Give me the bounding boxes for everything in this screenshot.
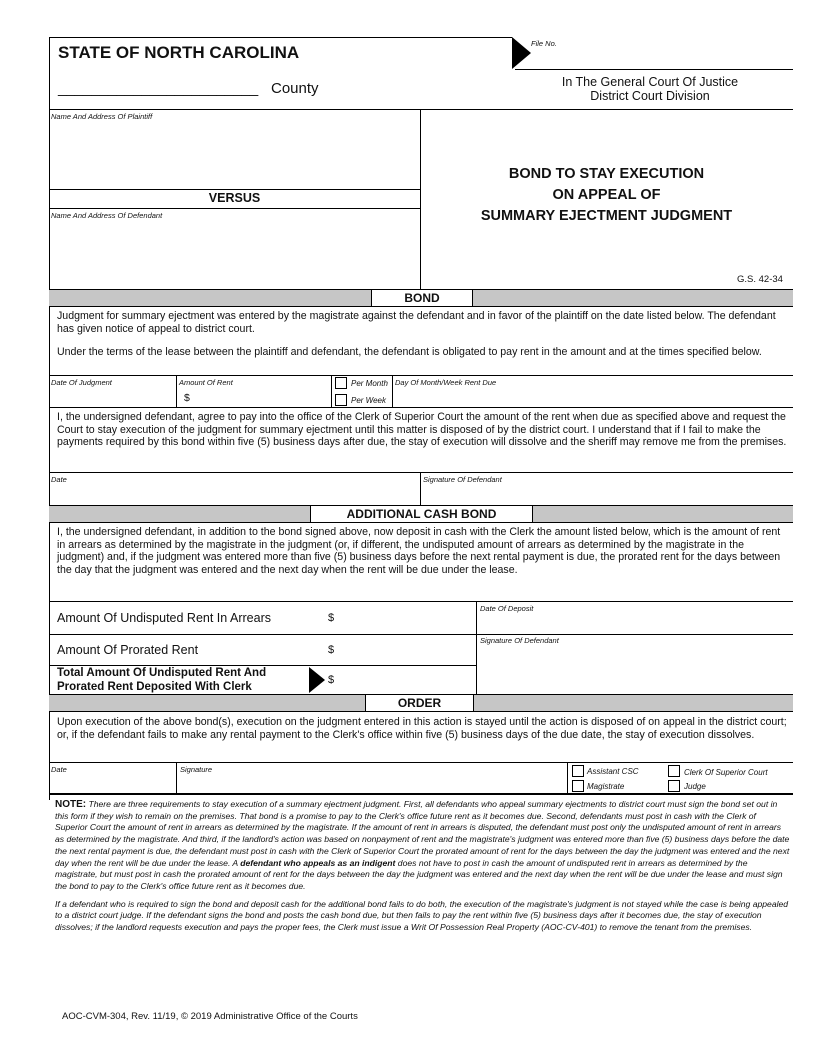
note-indigent-bold: defendant who appeals as an indigent xyxy=(240,857,396,868)
date-of-deposit-field[interactable] xyxy=(480,614,790,632)
per-week-label: Per Week xyxy=(351,396,386,405)
title-line-1: BOND TO STAY EXECUTION xyxy=(508,166,705,182)
title-line-3: SUMMARY EJECTMENT JUDGMENT xyxy=(480,208,733,224)
bond-date-label: Date xyxy=(51,475,67,484)
title-line-2: ON APPEAL OF xyxy=(552,187,661,203)
order-section-bar xyxy=(49,694,793,712)
rent-col-3 xyxy=(392,375,393,407)
bond-signature-field[interactable] xyxy=(423,485,791,503)
assistant-csc-checkbox[interactable] xyxy=(572,765,584,777)
court-line-1: In The General Court Of Justice xyxy=(561,75,739,89)
file-no-arrow-icon xyxy=(512,37,531,69)
cash-signature-label: Signature Of Defendant xyxy=(480,636,559,645)
bond-paragraph-2: Under the terms of the lease between the plaintiff and defendant, the defendant is obligated to pay rent in the amount and at the times specified below. xyxy=(57,346,762,358)
undisputed-dollar: $ xyxy=(328,612,335,624)
magistrate-checkbox[interactable] xyxy=(572,780,584,792)
per-month-label: Per Month xyxy=(351,379,388,388)
order-heading: ORDER xyxy=(365,695,474,711)
amount-of-rent-label: Amount Of Rent xyxy=(179,378,233,387)
bond-sig-row-top xyxy=(49,472,793,473)
cash-rows-top xyxy=(49,601,793,602)
undisputed-rent-field[interactable] xyxy=(340,605,473,631)
defendant-label: Name And Address Of Defendant xyxy=(51,211,163,220)
rent-col-2 xyxy=(331,375,332,407)
order-col-2 xyxy=(567,762,568,793)
prorated-dollar: $ xyxy=(328,644,335,656)
cash-col-divider xyxy=(476,601,477,694)
order-date-label: Date xyxy=(51,765,67,774)
rent-due-field[interactable] xyxy=(395,388,790,405)
order-bottom-line xyxy=(49,793,793,795)
judge-checkbox[interactable] xyxy=(668,780,680,792)
form-footer: AOC-CVM-304, Rev. 11/19, © 2019 Administrative Office of the Courts xyxy=(62,1011,358,1022)
header-bottom-line xyxy=(49,109,793,110)
assistant-csc-label: Assistant CSC xyxy=(587,767,639,776)
file-no-label: File No. xyxy=(531,39,557,48)
note-text-1a: There are three requirements to stay execution of a summary ejectment judgment. First, all defendants who appeal summary ejectments to district court must sign the bond set out in this form if they wish to remain on the premises. That bond is a promise to pay to the Clerk's office future rent as it becomes due. Second, defendants must post in cash with the Clerk of Superior Court the amount of rent in arrears as determined by the magistrate. If the amount of rent in arrears is disputed, the defendant must post only the undisputed amount of rent in arrears as determined by the magistrate. And third, if the landlord's action was based on nonpayment of rent and the magistrate's judgment was entered more than five (5) business days before the date the next rental payment is due, the defendant must post in cash with the Clerk of Superior Court the prorated amount of rent for the days between the day the judgment was entered and the next day when the rent will be due under the lease. A xyxy=(55,799,790,868)
judge-label: Judge xyxy=(684,782,706,791)
versus-top-line xyxy=(49,189,420,190)
clerk-superior-court-label: Clerk Of Superior Court xyxy=(684,768,768,777)
bond-agreement: I, the undersigned defendant, agree to pay into the office of the Clerk of Superior Court the amount of the rent when due as specified above and request the Court to stay execution of the judgment for summary ejectment until this matter is disposed of by the district court. I understand that if I fail to make the payments required by this bond within five (5) business days after due, the stay of execution will dissolve and the sheriff may remove me from the premises. xyxy=(57,411,787,448)
magistrate-label: Magistrate xyxy=(587,782,625,791)
clerk-superior-court-checkbox[interactable] xyxy=(668,765,680,777)
date-of-judgment-field[interactable] xyxy=(51,388,174,405)
per-week-checkbox[interactable] xyxy=(335,394,347,406)
prorated-rent-field[interactable] xyxy=(340,637,473,663)
bond-sig-divider xyxy=(420,472,421,505)
cash-row-3-top xyxy=(49,665,476,666)
cash-bond-section-bar xyxy=(49,505,793,523)
total-dollar: $ xyxy=(328,674,335,686)
rent-col-1 xyxy=(176,375,177,407)
frame-left xyxy=(49,37,50,800)
order-signature-label: Signature xyxy=(180,765,213,774)
plaintiff-label: Name And Address Of Plaintiff xyxy=(51,112,153,121)
rent-dollar-sign: $ xyxy=(184,392,190,404)
rent-row-bottom xyxy=(49,407,793,408)
cash-bond-heading: ADDITIONAL CASH BOND xyxy=(310,506,533,522)
bond-signature-label: Signature Of Defendant xyxy=(423,475,502,484)
statute-reference: G.S. 42-34 xyxy=(737,274,783,285)
file-no-underline xyxy=(515,69,793,70)
rent-row-top xyxy=(49,375,793,376)
cash-row-2-top xyxy=(49,634,793,635)
versus-label: VERSUS xyxy=(208,191,261,205)
versus-bottom-line xyxy=(49,208,420,209)
note-paragraph-1 xyxy=(55,799,790,893)
total-deposit-field[interactable] xyxy=(340,668,473,692)
file-no-field[interactable] xyxy=(530,39,792,68)
order-col-1 xyxy=(176,762,177,793)
order-paragraph: Upon execution of the above bond(s), execution on the judgment entered in this action is stayed until the action is disposed of on appeal in the district court; or, if the defendant fails to make any rental payment to the Clerk's office within five (5) business days of the due date, the stay of execution dissolves. xyxy=(57,716,787,741)
note-block xyxy=(55,799,790,940)
total-arrow-icon xyxy=(309,667,325,693)
note-paragraph-2: If a defendant who is required to sign the bond and deposit cash for the additional bond fails to do both, the execution of the magistrate's judgment is not stayed while the case is being appealed to a district court judge. If the defendant signs the bond and posts the cash bond due, but then fails to pay the rent within five (5) business days after it becomes due, the stay of execution dissolves; if the landlord requests execution and pays the proper fees, the Clerk must issue a Writ Of Possession Real Property (AOC-CV-401) to remove the tenant from the premises. xyxy=(55,898,789,933)
date-of-judgment-label: Date Of Judgment xyxy=(51,378,112,387)
frame-top-left xyxy=(49,37,512,38)
order-sig-row-top xyxy=(49,762,793,763)
per-month-checkbox[interactable] xyxy=(335,377,347,389)
cash-signature-field[interactable] xyxy=(480,646,790,692)
bond-section-bar xyxy=(49,289,793,307)
defendant-field[interactable] xyxy=(51,221,417,287)
prorated-rent-label: Amount Of Prorated Rent xyxy=(57,643,199,657)
court-line-2: District Court Division xyxy=(590,89,710,103)
order-date-field[interactable] xyxy=(51,775,174,791)
amount-of-rent-field[interactable] xyxy=(194,388,328,405)
bond-paragraph-1: Judgment for summary ejectment was entered by the magistrate against the defendant and in favor of the plaintiff on the date listed below. The defendant has given notice of appeal to district court. xyxy=(57,310,776,335)
total-deposit-label xyxy=(57,667,266,694)
state-title: STATE OF NORTH CAROLINA xyxy=(58,43,300,62)
court-heading xyxy=(510,75,790,103)
form-title xyxy=(420,164,793,227)
total-line-1: Total Amount Of Undisputed Rent And xyxy=(57,667,267,679)
undisputed-rent-label: Amount Of Undisputed Rent In Arrears xyxy=(57,611,271,625)
total-line-2: Prorated Rent Deposited With Clerk xyxy=(57,680,252,693)
note-text-1b: does not have to post in cash the amount of undisputed rent in arrears as determined by the magistrate, but must post in cash the prorated amount of rent for the days between the day the judgment was entered and the next day when the rent will be due under the lease and must sign the bond to pay to the Clerk's office future rent as it becomes due. xyxy=(55,857,783,891)
rent-due-label: Day Of Month/Week Rent Due xyxy=(395,378,497,387)
order-signature-field[interactable] xyxy=(180,775,564,791)
county-label: County xyxy=(271,80,319,97)
note-label: NOTE: xyxy=(55,799,87,810)
bond-heading: BOND xyxy=(371,290,473,306)
bond-date-field[interactable] xyxy=(51,485,417,503)
county-blank: ________________________ xyxy=(58,80,259,97)
cash-bond-paragraph: I, the undersigned defendant, in addition to the bond signed above, now deposit in cash with the Clerk the amount listed below, which is the amount of rent in arrears as determined by the magistrate in the judgment (or, if different, the undisputed amount of arrears as determined by the magistrate in the judgment) and, if the judgment was entered more than five (5) business days before the next rental payment is due, the prorated rent for the days between the day that the judgment was entered and the next day when the rent will be due under the lease. xyxy=(57,526,781,576)
date-of-deposit-label: Date Of Deposit xyxy=(480,604,534,613)
plaintiff-field[interactable] xyxy=(51,122,417,188)
